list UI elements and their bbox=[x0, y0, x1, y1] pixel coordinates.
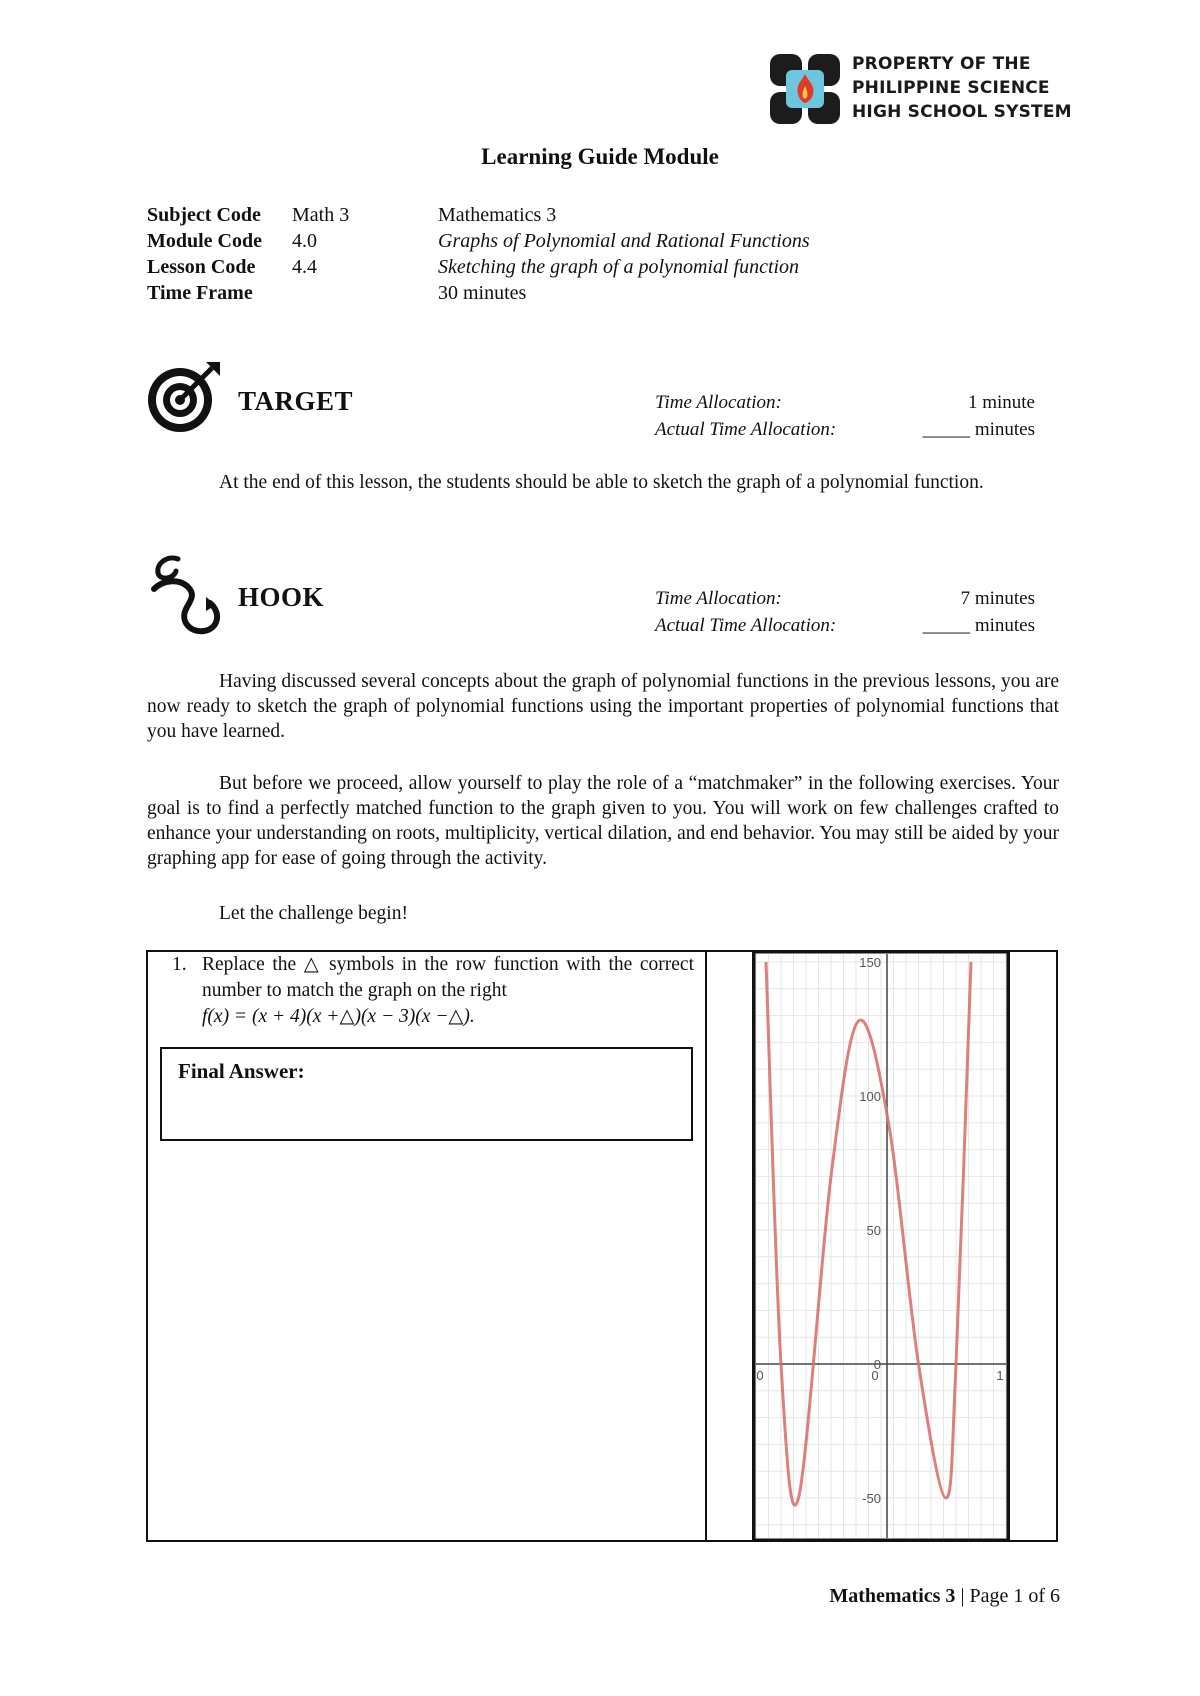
target-objective: At the end of this lesson, the students should be able to sketch the graph of a polynomial function. bbox=[219, 472, 984, 493]
target-title: TARGET bbox=[238, 386, 354, 416]
target-time-allocation bbox=[655, 389, 1035, 443]
footer-subject: Mathematics 3 bbox=[829, 1585, 956, 1607]
hook-title: HOOK bbox=[238, 582, 325, 612]
time-allocation-value: 1 minute bbox=[967, 392, 1035, 413]
exercise-formula: f(x) = (x + 4)(x +△)(x − 3)(x −△). bbox=[202, 1006, 475, 1027]
final-answer-value[interactable] bbox=[178, 1093, 673, 1129]
x-tick-label: 0 bbox=[756, 1368, 764, 1383]
y-tick-label: 100 bbox=[859, 1089, 881, 1104]
polynomial-graph bbox=[752, 950, 1010, 1542]
hook-paragraph-3: Let the challenge begin! bbox=[219, 903, 408, 924]
page-footer bbox=[829, 1585, 1060, 1608]
document-title: Learning Guide Module bbox=[481, 144, 719, 169]
footer-page-number: Page 1 of 6 bbox=[969, 1585, 1060, 1607]
x-tick-label: 0 bbox=[871, 1368, 879, 1383]
y-tick-label: 50 bbox=[866, 1223, 881, 1238]
final-answer-label: Final Answer: bbox=[178, 1059, 305, 1083]
target-dart-icon bbox=[144, 358, 224, 438]
logo-line: PHILIPPINE SCIENCE bbox=[852, 78, 1050, 98]
meta-row bbox=[147, 280, 927, 306]
meta-value: Sketching the graph of a polynomial function bbox=[438, 256, 800, 278]
actual-time-value: _____ minutes bbox=[922, 419, 1035, 440]
meta-label: Module Code bbox=[147, 230, 262, 252]
actual-time-label: Actual Time Allocation: bbox=[655, 419, 837, 440]
column-divider bbox=[705, 950, 707, 1542]
exercise-instruction: Replace the △ symbols in the row function with the correct number to match the graph on the right bbox=[202, 954, 694, 1001]
meta-code: 4.0 bbox=[292, 230, 317, 252]
x-tick-label: 1 bbox=[996, 1368, 1004, 1383]
y-tick-label: 0 bbox=[873, 1357, 881, 1372]
actual-time-label: Actual Time Allocation: bbox=[655, 615, 837, 636]
hook-paragraph-1: Having discussed several concepts about the graph of polynomial functions in the previous lessons, you are now ready to sketch the graph of polynomial functions using the important properties of polynomial functions that you have learned. bbox=[147, 671, 1059, 742]
meta-value: Mathematics 3 bbox=[438, 204, 557, 226]
hook-paragraph-2: But before we proceed, allow yourself to play the role of a “matchmaker” in the following exercises. Your goal is to find a perfectly matched function to the graph given to you. You will work on few challenges crafted to enhance your understanding on roots, multiplicity, vertical dilation, and end behavior. You may still be aided by your graphing app for ease of going through the activity. bbox=[147, 773, 1059, 869]
time-allocation-label: Time Allocation: bbox=[655, 588, 782, 609]
meta-row bbox=[147, 228, 927, 254]
logo-line: HIGH SCHOOL SYSTEM bbox=[852, 102, 1072, 122]
final-answer-box[interactable] bbox=[160, 1047, 693, 1141]
pshs-logo-icon bbox=[768, 52, 842, 126]
time-allocation-value: 7 minutes bbox=[960, 588, 1035, 609]
meta-row bbox=[147, 254, 927, 280]
exercise-item bbox=[172, 952, 694, 1030]
actual-time-value: _____ minutes bbox=[922, 615, 1035, 636]
meta-value: 30 minutes bbox=[438, 282, 527, 304]
footer-separator: | bbox=[955, 1585, 970, 1607]
exercise-number: 1. bbox=[172, 954, 187, 975]
meta-code: Math 3 bbox=[292, 204, 350, 226]
meta-table bbox=[147, 202, 927, 306]
meta-row bbox=[147, 202, 927, 228]
meta-label: Subject Code bbox=[147, 204, 261, 226]
time-allocation-label: Time Allocation: bbox=[655, 392, 782, 413]
logo-line: PROPERTY OF THE bbox=[852, 54, 1031, 74]
meta-value: Graphs of Polynomial and Rational Functions bbox=[438, 230, 810, 252]
hook-time-allocation bbox=[655, 585, 1035, 639]
fishing-hook-icon bbox=[146, 553, 228, 637]
y-tick-label: 150 bbox=[859, 955, 881, 970]
meta-label: Time Frame bbox=[147, 282, 253, 304]
meta-code: 4.4 bbox=[292, 256, 317, 278]
y-tick-label: -50 bbox=[862, 1491, 881, 1506]
logo-text bbox=[852, 52, 1072, 124]
meta-label: Lesson Code bbox=[147, 256, 256, 278]
